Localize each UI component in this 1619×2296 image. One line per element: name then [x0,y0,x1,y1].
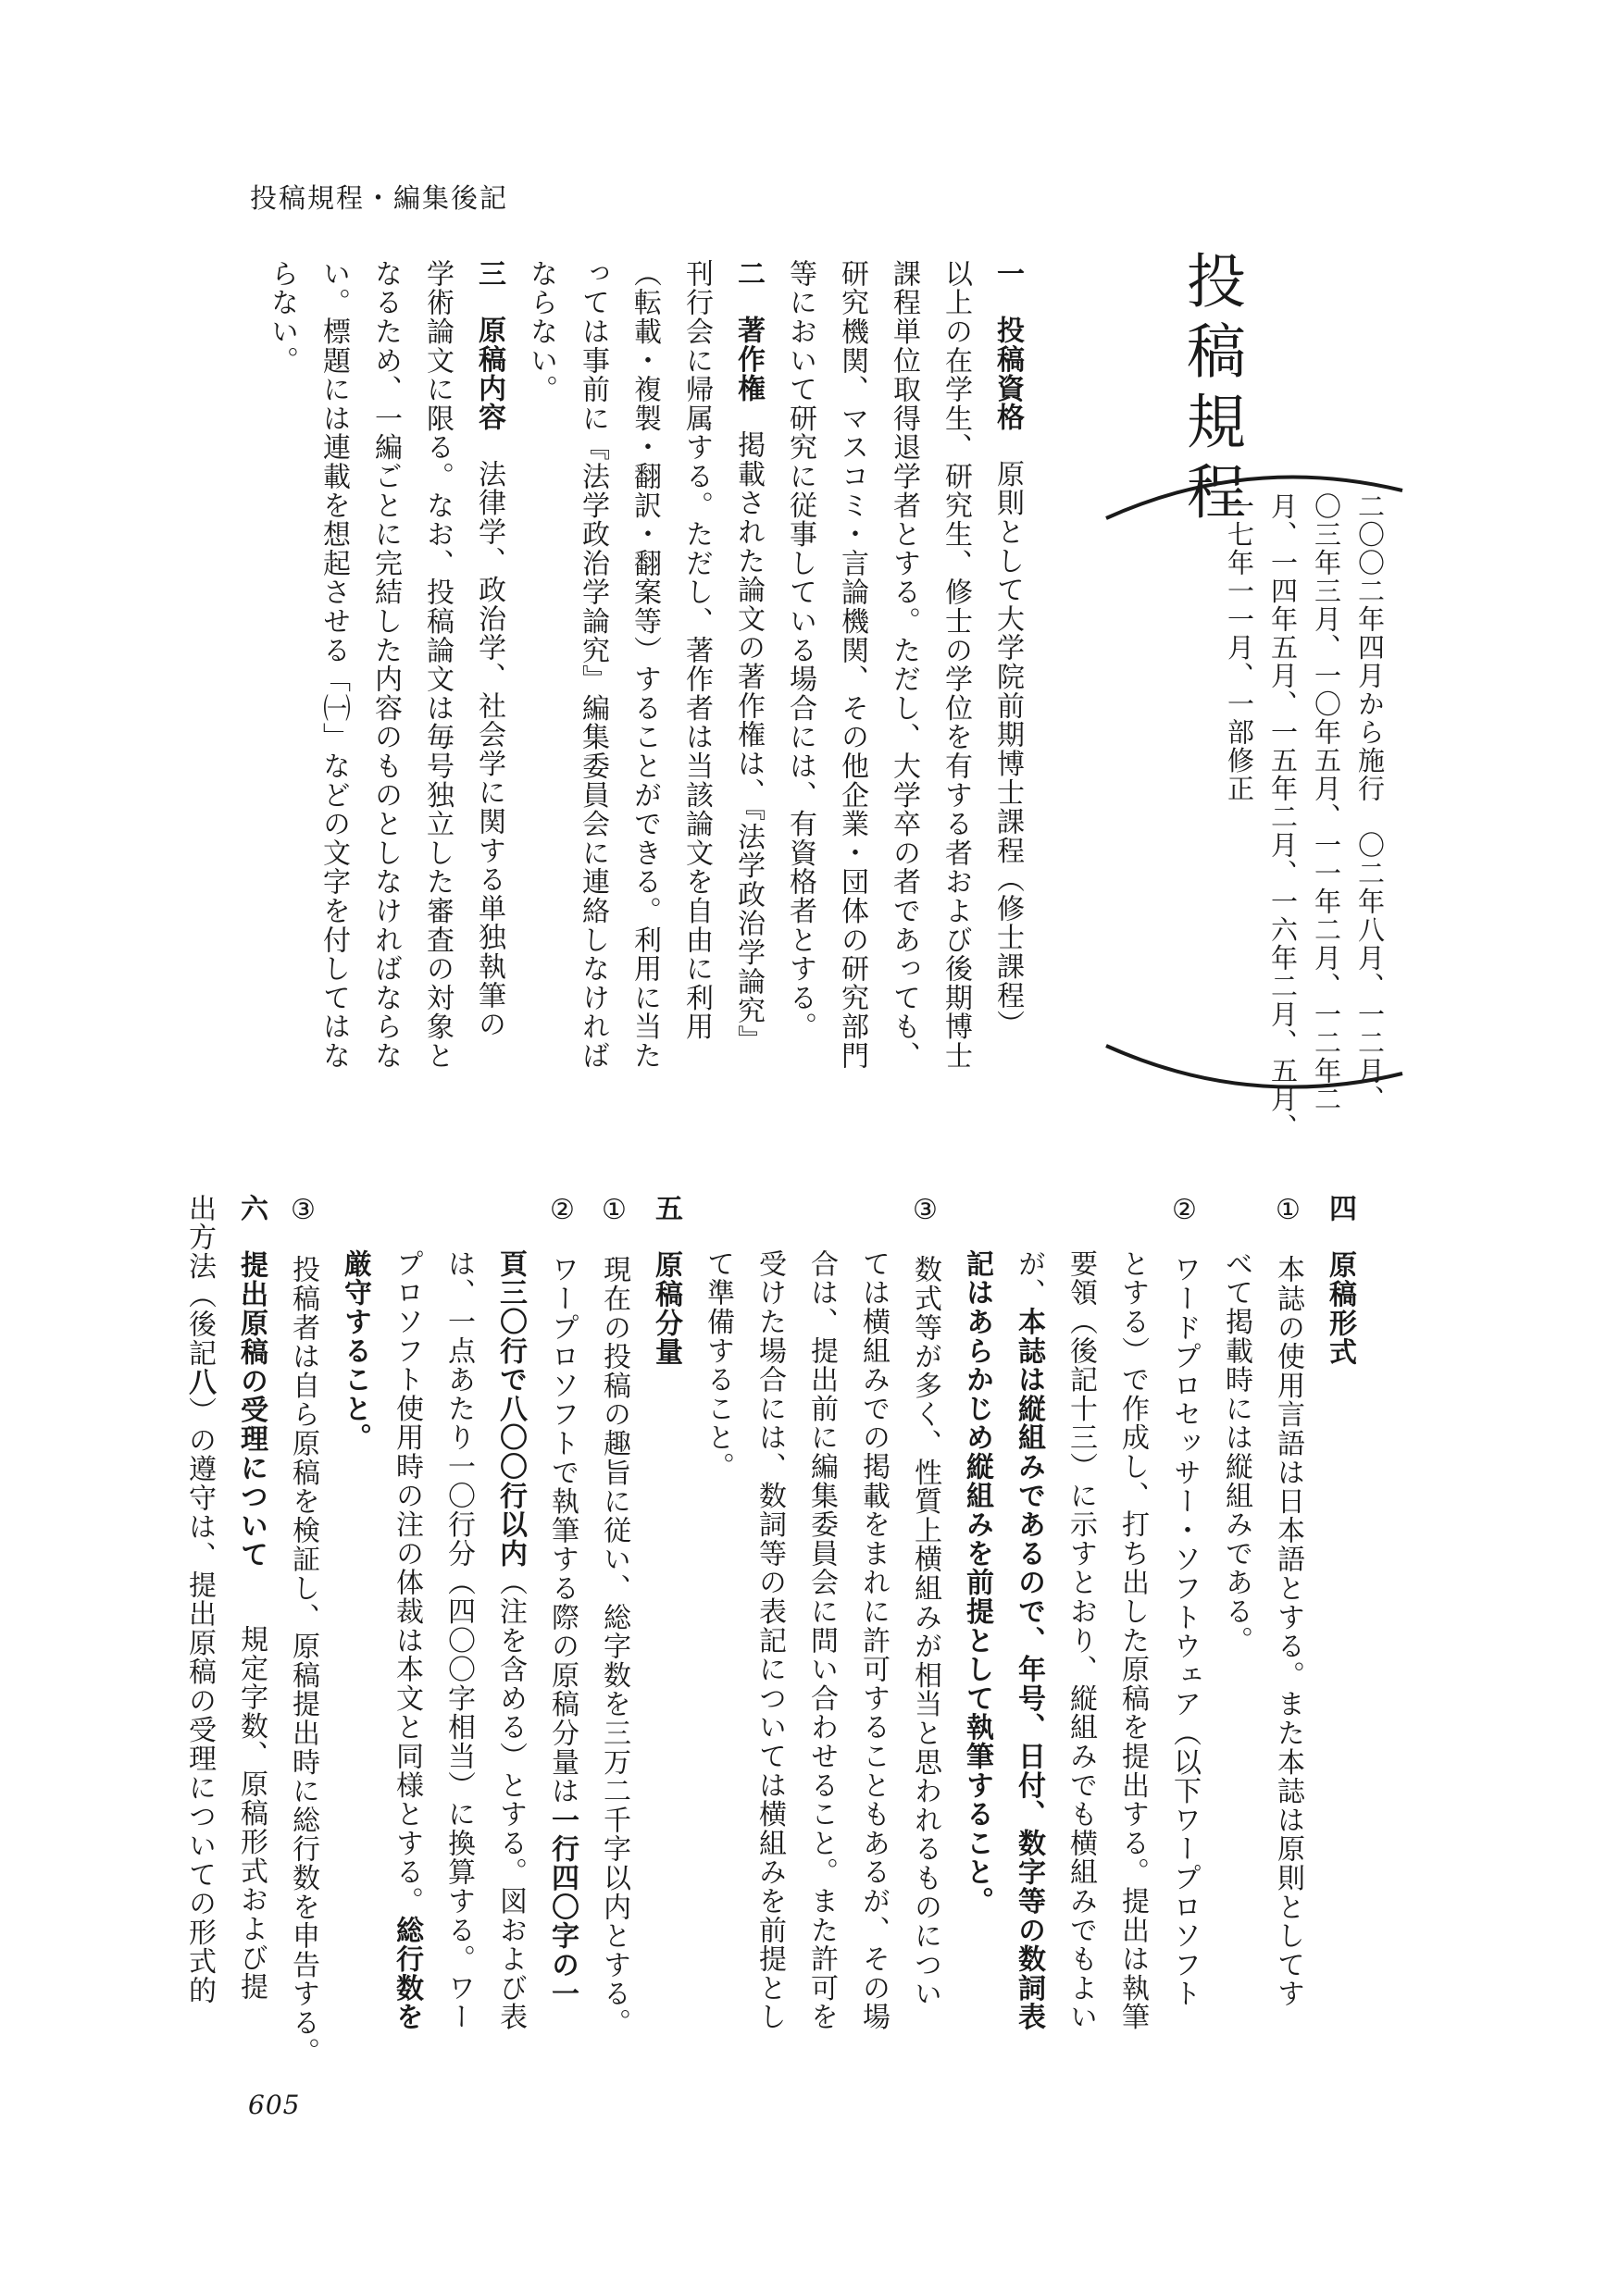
section-6-text-emphasis: 八 [183,1367,216,1397]
section-2-line: （転載・複製・翻訳・翻案等）することができる。利用に当た [629,259,661,1071]
section-4-item-line [951,1194,1003,2036]
item-text: プロソフト使用時の注の体裁は本文と同様とする。 [391,1249,423,1916]
item-marker: ① [598,1194,630,1228]
section-5-heading-line [640,1194,691,2036]
section-6-heading: 提出原稿の受理について [235,1250,268,1570]
section-4-item-line [743,1194,795,2036]
item-text: は、一点あたり一〇行分（四〇〇字相当）に換算する。ワー [442,1249,475,2032]
section-3-line: い。標題には連載を想起させる「㈠」などの文字を付してはな [318,259,350,1071]
page-title: 投稿規程 [1177,250,1245,531]
item-text-emphasis: 総行数を [391,1915,423,2032]
section-1-line: 以上の在学生、研究生、修士の学位を有する者および後期博士 [940,259,972,1071]
item-text: て準備すること。 [702,1249,734,1482]
section-2-line: っては事前に『法学政治学論究』編集委員会に連絡しなければ [577,259,609,1071]
section-5-item-line [277,1194,329,2066]
item-text-emphasis: 記はあらかじめ縦組みを前提として執筆すること。 [961,1249,993,1916]
section-4-item-line [899,1194,951,2036]
section-5-item-line [432,1194,484,2036]
section-5-item-line [329,1194,380,2036]
section-4-item-line [1106,1194,1158,2036]
section-3-number: 三 [473,259,505,289]
section-1-heading: 投稿資格 [991,316,1024,432]
section-3-line: 学術論文に限る。なお、投稿論文は毎号独立した審査の対象と [421,259,454,1071]
section-4-item-line [847,1194,899,2036]
section-5-item-line [536,1194,588,2036]
item-text: とする）で作成し、打ち出した原稿を提出する。提出は執筆 [1116,1249,1149,2032]
item-text-emphasis: 本誌は縦組みであるので、年号、日付、数字等の数詞表 [1013,1307,1045,2032]
section-6-line [173,1194,225,2036]
section-2-line: 刊行会に帰属する。ただし、著作者は当該論文を自由に利用 [680,259,713,1042]
section-5-item-line [484,1194,536,2036]
section-6-line [225,1194,277,2036]
history-line: 月、一四年五月、一五年二月、一六年二月、五月、 [1267,492,1299,1142]
section-1-text: 原則として大学院前期博士課程（修士課程） [991,459,1024,1039]
page-number: 605 [248,2090,301,2120]
item-marker: ② [1168,1194,1201,1228]
item-text-emphasis: 一行四〇字の一 [546,1806,579,2009]
item-text: 現在の投稿の趣旨に従い、総字数を三万二千字以内とする。 [598,1255,630,2038]
history-line: 二〇〇二年四月から施行 〇二年八月、一二月、 [1354,492,1386,1113]
item-text: 投稿者は自ら原稿を検証し、原稿提出時に総行数を申告する。 [287,1255,319,2066]
section-3-line: らない。 [266,259,298,376]
item-text-emphasis: 厳守すること。 [339,1249,371,1453]
section-2-number: 二 [732,259,765,289]
section-1-line: 課程単位取得退学者とする。ただし、大学卒の者であっても、 [888,259,920,1071]
section-6-number: 六 [235,1194,268,1223]
section-5-heading: 原稿分量 [650,1250,682,1367]
section-5-item-line [588,1194,640,2036]
item-text: ワープロソフトで執筆する際の原稿分量は [546,1255,579,1806]
section-1-line: 研究機関、マスコミ・言論機関、その他企業・団体の研究部門 [836,259,868,1071]
item-marker: ① [1272,1194,1304,1228]
section-3-line: なるため、一編ごとに完結した内容のものとしなければならな [369,259,402,1071]
section-4-heading: 原稿形式 [1324,1250,1356,1367]
section-6-text: 出方法（後記 [183,1194,216,1368]
section-4-item-line [1210,1194,1262,2036]
item-text: 合は、提出前に編集委員会に問い合わせること。また許可を [805,1249,838,2032]
item-text: 要領（後記十三）に示すとおり、縦組みでも横組みでもよい [1065,1249,1097,2032]
section-2-line [722,259,774,1148]
upper-text-block [255,259,1033,1148]
section-2-line: ならない。 [525,259,557,404]
item-text: ては横組みでの掲載をまれに許可することもあるが、その場 [857,1249,890,2032]
item-text: べて掲載時には縦組みである。 [1220,1249,1252,1656]
section-2-text: 掲載された論文の著作権は、『法学政治学論究』 [732,430,765,1054]
lower-text-block [173,1194,1365,2066]
section-4-item-line [1158,1194,1210,2036]
section-3-text: 法律学、政治学、社会学に関する単独執筆の [473,459,505,1039]
section-3-heading: 原稿内容 [473,316,505,432]
section-5-number: 五 [650,1194,682,1223]
section-4-item-line [1003,1194,1054,2036]
item-text: 受けた場合には、数詞等の表記については横組みを前提とし [753,1249,786,2032]
section-1-number: 一 [991,259,1024,289]
section-4-number: 四 [1324,1194,1356,1223]
section-5-item-line [380,1194,432,2036]
item-text: 本誌の使用言語は日本語とする。また本誌は原則としてす [1272,1255,1304,2009]
running-head: 投稿規程・編集後記 [250,182,509,214]
section-1-line: 等において研究に従事している場合には、有資格者とする。 [784,259,816,1042]
item-text-emphasis: 頁三〇行で八〇〇行以内 [494,1249,527,1569]
item-text: が、 [1013,1249,1045,1308]
section-4-item-line [1054,1194,1106,2036]
section-6-text: ）の遵守は、提出原稿の受理についての形式的 [183,1396,216,2005]
section-4-item-line [795,1194,847,2036]
section-6-text: 規定字数、原稿形式および提 [235,1624,268,2002]
section-3-line [463,259,515,1148]
history-line: 一七年一一月、一部修正 [1224,492,1255,803]
section-4-heading-line [1314,1194,1365,2036]
history-line: 〇三年三月、一〇年五月、一一年二月、一二年二 [1311,492,1342,1113]
section-4-item-line [1262,1194,1314,2036]
section-4-item-line [691,1194,743,2036]
item-text: 数式等が多く、性質上横組みが相当と思われるものについ [909,1255,941,2009]
section-1-line [981,259,1033,1148]
section-2-heading: 著作権 [732,316,765,403]
item-marker: ③ [909,1194,941,1228]
item-text: （注を含める）とする。図および表 [494,1568,527,2032]
item-marker: ③ [287,1194,319,1228]
history-note [1217,492,1391,1142]
item-text: ワードプロセッサー・ソフトウェア（以下ワープロソフト [1168,1255,1201,2009]
item-marker: ② [546,1194,579,1228]
